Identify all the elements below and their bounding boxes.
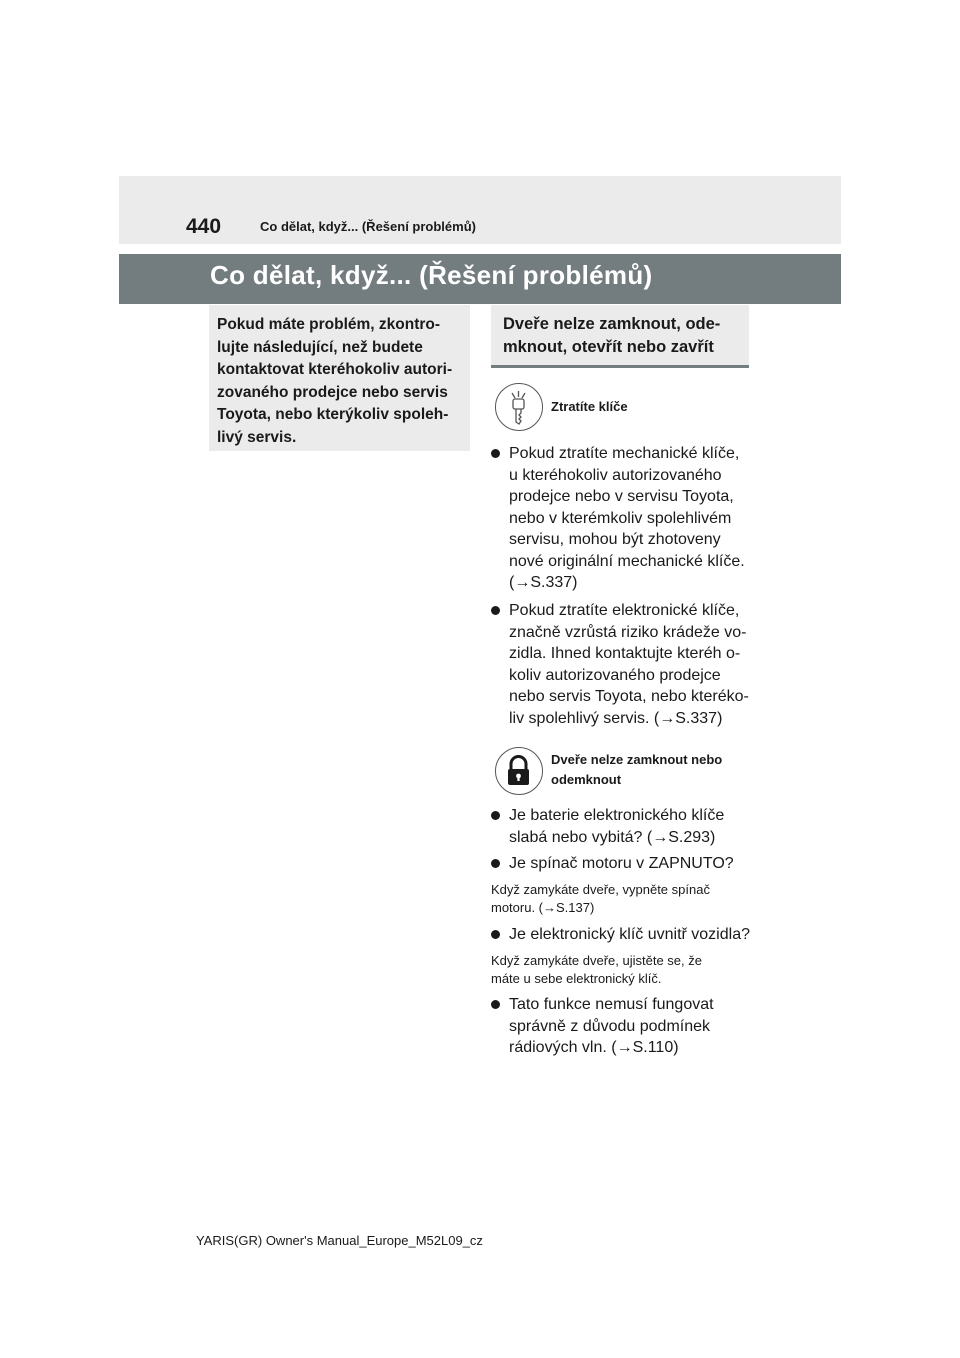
bullet-dot xyxy=(491,859,500,868)
list-item-text: Pokud ztratíte mechanické klíče, u kteréhokoliv autorizovaného prodejce nebo v servisu Toyota, nebo v kterémkoliv spolehlivém servisu, mohou být zhotoveny nové originální mechanické klíče. (→S.337) xyxy=(509,445,745,591)
list-item-text: Je spínač motoru v ZAPNUTO? xyxy=(509,855,734,872)
section-heading-line: mknout, otevřít nebo zavřít xyxy=(503,338,714,356)
intro-line: zovaného prodejce nebo servis xyxy=(217,383,448,401)
header-band xyxy=(119,176,841,244)
intro-line: lujte následující, než budete xyxy=(217,338,423,356)
list-item-text: Je baterie elektronického klíče slabá nebo vybitá? (→S.293) xyxy=(509,807,725,846)
page-number: 440 xyxy=(186,215,222,238)
bullet-dot xyxy=(491,606,500,615)
list-item xyxy=(491,443,755,594)
note-text: Když zamykáte dveře, ujistěte se, že máte u sebe elektronický klíč. xyxy=(491,953,702,986)
list-item-text: Je elektronický klíč uvnitř vozidla? xyxy=(509,926,750,943)
list-item-text: Pokud ztratíte elektronické klíče, značně vzrůstá riziko krádeže vo- zidla. Ihned kontaktujte kteréh o- koliv autorizovaného prodejce nebo servis Toyota, nebo kteréko- liv spolehlivý servis. (→S.337) xyxy=(509,602,749,727)
key-icon xyxy=(495,383,543,431)
note-text: Když zamykáte dveře, vypněte spínač motoru. (→S.137) xyxy=(491,882,710,915)
running-title: Co dělat, když... (Řešení problémů) xyxy=(260,219,476,234)
intro-box xyxy=(209,305,470,451)
bullet-dot xyxy=(491,449,500,458)
bullet-dot xyxy=(491,811,500,820)
subsection-label: Ztratíte klíče xyxy=(551,399,628,414)
list-item xyxy=(491,994,755,1059)
intro-line: livý servis. xyxy=(217,428,297,446)
list-item-text: Tato funkce nemusí fungovat správně z důvodu podmínek rádiových vln. (→S.110) xyxy=(509,996,714,1056)
list-item xyxy=(491,853,755,875)
list-item xyxy=(491,805,755,848)
list-item xyxy=(491,924,755,946)
bullet-dot xyxy=(491,1000,500,1009)
page-footer: YARIS(GR) Owner's Manual_Europe_M52L09_cz xyxy=(196,1233,483,1248)
list-item xyxy=(491,600,755,729)
intro-line: Pokud máte problém, zkontro- xyxy=(217,316,441,333)
section-heading-line: Dveře nelze zamknout, ode- xyxy=(503,315,721,333)
intro-line: kontaktovat kteréhokoliv autori- xyxy=(217,361,453,379)
subsection-label: Dveře nelze zamknout nebo odemknout xyxy=(551,752,723,787)
bullet-dot xyxy=(491,930,500,939)
section-heading xyxy=(491,305,749,368)
chapter-title: Co dělat, když... (Řešení problémů) xyxy=(210,260,653,290)
intro-line: Toyota, nebo kterýkoliv spoleh- xyxy=(217,406,449,424)
padlock-icon xyxy=(495,747,543,795)
